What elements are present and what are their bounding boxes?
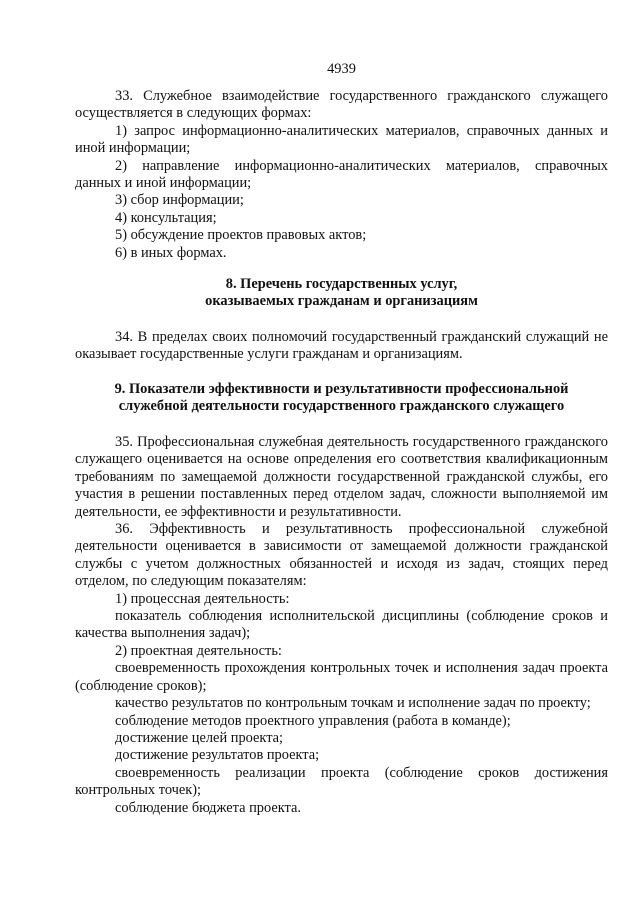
document-page (75, 0, 608, 905)
list-item: показатель соблюдения исполнительской дисциплины (соблюдение сроков и качества выполнения задач); (75, 608, 608, 642)
list-item: соблюдение бюджета проекта. (115, 799, 302, 816)
list-item: 2) направление информационно-аналитических материалов, справочных данных и иной информации; (75, 157, 608, 192)
list-item: 5) обсуждение проектов правовых актов; (115, 227, 367, 244)
section-8-heading (75, 276, 608, 311)
list-item: 6) в иных формах. (115, 244, 227, 261)
paragraph-33-intro: 33. Служебное взаимодействие государственного гражданского служащего осуществляется в следующих формах: (75, 88, 608, 122)
page-number: 4939 (327, 61, 356, 77)
list-item: 4) консультация; (115, 209, 217, 226)
list-item: 3) сбор информации; (115, 192, 244, 209)
paragraph-36-text: 36. Эффективность и результативность профессиональной служебной деятельности оценивается в зависимости от замещаемой должности гражданской службы с учетом должностных обязанностей и исходя из задач, стоящих перед отделом, по следующим показателям: (75, 521, 608, 590)
paragraph-33-block (75, 88, 608, 262)
section-heading-line: 8. Перечень государственных услуг, (225, 276, 458, 292)
list-item: 1) запрос информационно-аналитических материалов, справочных данных и иной информации; (75, 122, 608, 157)
list-item: 2) проектная деятельность: (115, 642, 282, 659)
list-item: своевременность прохождения контрольных точек и исполнения задач проекта (соблюдение сроков); (75, 660, 608, 694)
section-heading-line: служебной деятельности государственного гражданского служащего (118, 398, 565, 415)
section-heading-line: 9. Показатели эффективности и результативности профессиональной (114, 381, 569, 397)
paragraph-34-text: 34. В пределах своих полномочий государственный гражданский служащий не оказывает государственные услуги гражданам и организациям. (75, 329, 608, 363)
paragraph-35-text: 35. Профессиональная служебная деятельность государственного гражданского служащего оценивается на основе определения его соответствия квалификационным требованиям по замещаемой должности государственной гражданской службы, его участия в решении поставленных перед отделом задач, сложности выполняемой им деятельности, ее эффективности и результативности. (75, 434, 608, 520)
paragraph-35-36-block (75, 434, 608, 817)
list-item: 1) процессная деятельность: (115, 590, 290, 607)
list-item: качество результатов по контрольным точкам и исполнение задач по проекту; (115, 695, 591, 712)
list-item: достижение целей проекта; (115, 729, 284, 746)
list-item: достижение результатов проекта; (115, 747, 320, 764)
paragraph-34 (75, 329, 608, 364)
list-item: соблюдение методов проектного управления (работа в команде); (115, 712, 511, 729)
section-heading-line: оказываемых гражданам и организациям (205, 293, 478, 310)
section-9-heading (75, 381, 608, 416)
list-item: своевременность реализации проекта (соблюдение сроков достижения контрольных точек); (75, 764, 608, 799)
